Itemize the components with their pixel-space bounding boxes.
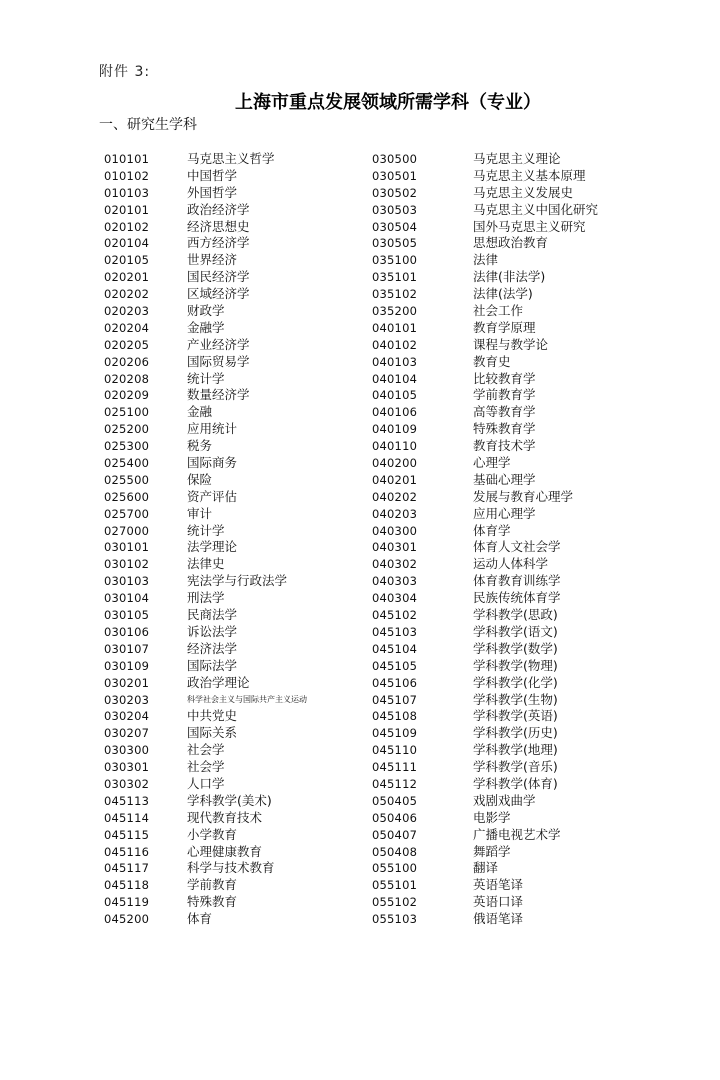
subject-name: 学科教学(体育) xyxy=(473,775,558,791)
subject-code: 040105 xyxy=(372,388,418,403)
subject-code: 045110 xyxy=(372,743,418,758)
subject-code: 040303 xyxy=(372,574,418,589)
subject-code: 027000 xyxy=(104,523,150,538)
subject-name: 学科教学(化学) xyxy=(473,674,558,690)
subject-name: 运动人体科学 xyxy=(473,556,549,572)
subject-name: 法学理论 xyxy=(187,539,238,555)
subject-name: 戏剧戏曲学 xyxy=(473,792,536,808)
subject-name: 教育学原理 xyxy=(473,319,536,335)
subject-code: 040304 xyxy=(372,591,418,606)
subject-code: 045109 xyxy=(372,726,418,741)
subject-name: 发展与教育心理学 xyxy=(473,488,574,504)
subject-name: 中共党史 xyxy=(187,708,238,724)
subject-name: 应用统计 xyxy=(187,421,238,437)
subject-code: 030101 xyxy=(104,540,150,555)
subject-code: 040302 xyxy=(372,557,418,572)
subject-name: 外国哲学 xyxy=(187,184,238,200)
subject-name: 现代教育技术 xyxy=(187,809,263,825)
subject-code: 030109 xyxy=(104,658,150,673)
subject-name: 人口学 xyxy=(187,775,225,791)
section-heading: 一、研究生学科 xyxy=(99,117,197,133)
subject-code: 010101 xyxy=(104,152,150,166)
subject-code: 040109 xyxy=(372,422,418,437)
subject-code: 030201 xyxy=(104,675,150,690)
subject-name: 马克思主义基本原理 xyxy=(473,167,586,183)
subject-code: 020206 xyxy=(104,354,150,369)
subject-name: 学科教学(美术) xyxy=(187,792,272,808)
subject-code: 020104 xyxy=(104,236,150,251)
subject-code: 030103 xyxy=(104,574,150,589)
subject-code: 030102 xyxy=(104,557,150,572)
subject-name: 马克思主义发展史 xyxy=(473,184,574,200)
subject-code: 050405 xyxy=(372,793,418,808)
subject-name: 学科教学(历史) xyxy=(473,725,558,741)
subject-code: 045107 xyxy=(372,692,418,707)
subject-code: 025200 xyxy=(104,422,150,437)
subject-name: 国际商务 xyxy=(187,455,238,471)
subject-code: 030207 xyxy=(104,726,150,741)
subject-name: 中国哲学 xyxy=(187,167,238,183)
subject-name: 体育人文社会学 xyxy=(473,539,561,555)
subject-code: 050406 xyxy=(372,810,418,825)
subject-name: 体育学 xyxy=(473,522,511,538)
subject-name: 社会学 xyxy=(187,759,225,775)
subject-name: 舞蹈学 xyxy=(473,843,511,859)
subject-name: 马克思主义哲学 xyxy=(187,151,275,166)
subject-code: 055101 xyxy=(372,878,418,893)
subject-name: 保险 xyxy=(187,471,213,487)
subject-name: 翻译 xyxy=(473,860,499,876)
subject-name: 特殊教育 xyxy=(187,894,238,910)
subject-code: 030503 xyxy=(372,202,418,217)
subject-name: 体育 xyxy=(187,911,213,927)
subject-name: 资产评估 xyxy=(187,488,238,504)
subject-name: 教育史 xyxy=(473,353,511,369)
subject-code: 045104 xyxy=(372,641,418,656)
subject-name: 马克思主义中国化研究 xyxy=(473,201,599,217)
subject-code: 045112 xyxy=(372,776,418,791)
document-title: 上海市重点发展领域所需学科（专业） xyxy=(235,92,541,113)
subject-code: 025400 xyxy=(104,456,150,471)
subject-code: 040201 xyxy=(372,472,418,487)
subject-name: 产业经济学 xyxy=(187,336,250,352)
subject-code: 030501 xyxy=(372,168,418,183)
subject-code: 045108 xyxy=(372,709,418,724)
subject-name: 刑法学 xyxy=(187,590,225,606)
subject-code: 045200 xyxy=(104,912,150,927)
subject-code: 020102 xyxy=(104,219,150,234)
subject-name: 世界经济 xyxy=(187,252,238,268)
subject-name: 宪法学与行政法学 xyxy=(187,573,288,589)
subject-code: 045105 xyxy=(372,658,418,673)
subject-code: 025700 xyxy=(104,506,150,521)
subject-name: 民商法学 xyxy=(187,607,238,623)
subject-name: 学前教育学 xyxy=(473,387,536,403)
subject-name: 税务 xyxy=(187,438,213,454)
subject-name: 学科教学(数学) xyxy=(473,640,558,656)
subject-name: 基础心理学 xyxy=(473,471,536,487)
subject-name: 科学社会主义与国际共产主义运动 xyxy=(187,694,307,704)
subject-code: 045117 xyxy=(104,861,150,876)
subject-name: 法律史 xyxy=(187,556,225,572)
subject-name: 金融学 xyxy=(187,319,225,335)
subject-code: 030204 xyxy=(104,709,150,724)
subject-code: 040203 xyxy=(372,506,418,521)
subject-code: 030105 xyxy=(104,608,150,623)
subject-name: 西方经济学 xyxy=(187,235,250,251)
subject-name: 广播电视艺术学 xyxy=(473,826,561,842)
subject-code: 045102 xyxy=(372,608,418,623)
subject-code: 055100 xyxy=(372,861,418,876)
subject-code: 045115 xyxy=(104,827,150,842)
subject-name: 学科教学(物理) xyxy=(473,657,558,673)
subject-code: 040301 xyxy=(372,540,418,555)
subject-name: 国外马克思主义研究 xyxy=(473,218,586,234)
subject-name: 心理健康教育 xyxy=(187,843,263,859)
subject-code: 045116 xyxy=(104,844,150,859)
subject-name: 特殊教育学 xyxy=(473,421,536,437)
subject-code: 020201 xyxy=(104,270,150,285)
subject-code: 020204 xyxy=(104,320,150,335)
subject-code: 025300 xyxy=(104,439,150,454)
subject-code: 045119 xyxy=(104,895,150,910)
subject-name: 区域经济学 xyxy=(187,286,250,302)
subject-code: 040104 xyxy=(372,371,418,386)
subject-code: 010103 xyxy=(104,185,150,200)
subject-name: 社会工作 xyxy=(473,303,524,319)
subject-code: 050407 xyxy=(372,827,418,842)
subject-code: 030502 xyxy=(372,185,418,200)
subject-code: 020105 xyxy=(104,253,150,268)
subject-code: 035102 xyxy=(372,287,418,302)
subject-code: 030106 xyxy=(104,624,150,639)
subject-name: 英语笔译 xyxy=(473,877,524,893)
subject-name: 俄语笔译 xyxy=(473,911,524,927)
subject-code: 030500 xyxy=(372,152,418,166)
subject-code: 035100 xyxy=(372,253,418,268)
subject-code: 030203 xyxy=(104,692,150,707)
subject-code: 025600 xyxy=(104,489,150,504)
subject-code: 035200 xyxy=(372,304,418,319)
subject-code: 045114 xyxy=(104,810,150,825)
subject-code: 030505 xyxy=(372,236,418,251)
subject-name: 科学与技术教育 xyxy=(187,860,275,876)
subject-name: 经济法学 xyxy=(187,640,238,656)
subject-code: 030107 xyxy=(104,641,150,656)
subject-name: 国民经济学 xyxy=(187,269,250,285)
subject-code: 020209 xyxy=(104,388,150,403)
subject-code: 055103 xyxy=(372,912,418,927)
subject-code: 020203 xyxy=(104,304,150,319)
subject-name: 比较教育学 xyxy=(473,370,536,386)
subject-code: 040200 xyxy=(372,456,418,471)
subject-name: 体育教育训练学 xyxy=(473,573,561,589)
subject-code: 020205 xyxy=(104,337,150,352)
subject-code: 030301 xyxy=(104,760,150,775)
subject-name: 学科教学(生物) xyxy=(473,691,558,707)
subject-name: 教育技术学 xyxy=(473,438,536,454)
subject-code: 020208 xyxy=(104,371,150,386)
subject-name: 学前教育 xyxy=(187,877,238,893)
subject-name: 学科教学(英语) xyxy=(473,708,558,724)
subject-name: 心理学 xyxy=(473,455,511,471)
subject-name: 法律(法学) xyxy=(473,286,533,302)
subject-code: 040202 xyxy=(372,489,418,504)
subject-code: 010102 xyxy=(104,168,150,183)
subject-name: 学科教学(语文) xyxy=(473,623,558,639)
subject-name: 学科教学(音乐) xyxy=(473,759,558,775)
subject-code: 040300 xyxy=(372,523,418,538)
subject-name: 高等教育学 xyxy=(473,404,536,420)
subject-code: 045111 xyxy=(372,760,418,775)
subject-code: 020202 xyxy=(104,287,150,302)
subject-name: 国际贸易学 xyxy=(187,353,250,369)
subject-name: 学科教学(思政) xyxy=(473,607,558,623)
subject-code: 040101 xyxy=(372,320,418,335)
attachment-label: 附件 3: xyxy=(99,64,151,80)
subject-code: 040106 xyxy=(372,405,418,420)
subject-name: 小学教育 xyxy=(187,826,238,842)
subject-code: 040110 xyxy=(372,439,418,454)
subject-name: 课程与教学论 xyxy=(473,336,549,352)
subject-name: 民族传统体育学 xyxy=(473,590,561,606)
subject-name: 诉讼法学 xyxy=(187,623,238,639)
subject-name: 马克思主义理论 xyxy=(473,151,561,166)
subject-code: 055102 xyxy=(372,895,418,910)
subject-code: 045118 xyxy=(104,878,150,893)
subject-name: 应用心理学 xyxy=(473,505,536,521)
subject-name: 思想政治教育 xyxy=(473,235,549,251)
subject-code: 025500 xyxy=(104,472,150,487)
subject-name: 统计学 xyxy=(187,522,225,538)
subject-name: 政治学理论 xyxy=(187,674,250,690)
subject-code: 045113 xyxy=(104,793,150,808)
subject-name: 社会学 xyxy=(187,742,225,758)
subject-code: 045106 xyxy=(372,675,418,690)
subject-name: 法律 xyxy=(473,252,499,268)
subject-name: 数量经济学 xyxy=(187,387,250,403)
subject-code: 020101 xyxy=(104,202,150,217)
subject-name: 金融 xyxy=(187,404,213,420)
subject-code: 030302 xyxy=(104,776,150,791)
subject-name: 英语口译 xyxy=(473,894,524,910)
subject-name: 国际法学 xyxy=(187,657,238,673)
subject-code: 050408 xyxy=(372,844,418,859)
subject-code: 045103 xyxy=(372,624,418,639)
subject-code: 040103 xyxy=(372,354,418,369)
subject-name: 经济思想史 xyxy=(187,218,250,234)
subject-name: 电影学 xyxy=(473,809,511,825)
subject-code: 040102 xyxy=(372,337,418,352)
subject-code: 030104 xyxy=(104,591,150,606)
subject-name: 政治经济学 xyxy=(187,201,250,217)
subject-name: 国际关系 xyxy=(187,725,238,741)
subject-name: 统计学 xyxy=(187,370,225,386)
subject-name: 学科教学(地理) xyxy=(473,742,558,758)
subject-code: 030300 xyxy=(104,743,150,758)
subject-name: 法律(非法学) xyxy=(473,269,546,285)
subject-name: 财政学 xyxy=(187,303,225,319)
subject-name: 审计 xyxy=(187,505,213,521)
subject-code: 025100 xyxy=(104,405,150,420)
subject-code: 035101 xyxy=(372,270,418,285)
subject-code: 030504 xyxy=(372,219,418,234)
